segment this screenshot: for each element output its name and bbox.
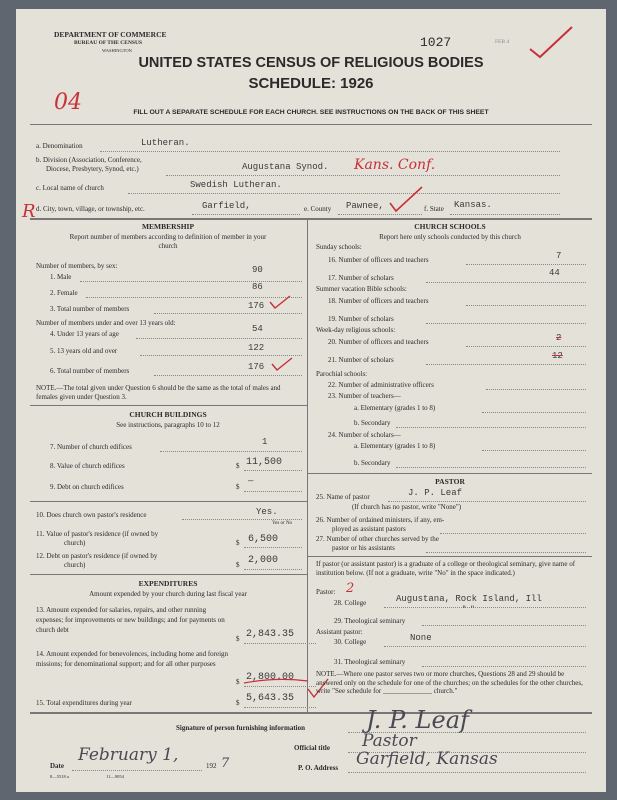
buildings-subtitle: See instructions, paragraphs 10 to 12: [116, 421, 220, 429]
state-value: Kansas.: [454, 200, 492, 210]
q15-label: 15. Total expenditures during year: [36, 699, 132, 707]
q6-label: 6. Total number of members: [50, 367, 130, 375]
q5-label: 5. 13 years old and over: [50, 347, 118, 355]
buildings-title: CHURCH BUILDINGS: [129, 410, 207, 419]
q20-label: 20. Number of officers and teachers: [328, 338, 429, 346]
census-schedule-sheet: DEPARTMENT OF COMMERCE BUREAU OF THE CENSUS WASHINGTON 1027 FEB 4 UNITED STATES CENSUS OF RELIGIOUS BODIES SCHEDULE: 1926 04 FILL OUT A SEPARATE SCHEDULE FOR EACH CHURCH. SEE INSTRUCTIONS ON THE BACK OF THIS SHEET a. Denomination Lutheran. b. Division (Association, Conference, Diocese, Presbytery, Synod, etc.) Augustana Synod. Kans. Conf. c. Local name of church Swedish Lutheran. R d. City, town, village, or township, etc. Garfield, e. County Pawnee, f. State Kansas. MEMBERSHIP Report number of members according to definition of member in your church Number of members, by sex: 1. Male 90 2. Female 86 3. Total number of members 176 Number of members under and over 13 years old: 4. Under 13 years of age 54 5. 13 years old and over 122 6. Total number of members 176 NOTE.—The total given under Question 6 should be the same as the total of males and females given under Question 3. CHURCH BUILDINGS See instructions, paragraphs 10 to 12 7. Number of church edifices 1 8. Value of church edifices $ 11,500 9. Debt on church edifices $ — 10. Does church own pastor's residence Yes. Yes or No 11. Value of pastor's residence (if owned by church) $ 6,500 12. Debt on pastor's residence (if owned by church) $ 2,000 EXPENDITURES Amount expended by your church during last fiscal year 13. Amount expended for salaries, repairs, and other running expenses; for improvements or new buildings; and for payments on church debt $ 2,843.35 14. Amount expended for benevolences, including home and foreign missions; for denominational support; and for all other purposes $ 2,800.00 15. Total expenditures during year $ 5,643.35 CHURCH SCHOOLS Report here only schools conducted by this church Sunday schools: 16. Number of officers and teachers 7 17. Number of scholars 44 Summer vacation Bible schools: 18. Number of officers and teachers 19. Number of scholars Week-day religious schools: 20. Number of officers and teachers 2 21. Number of scholars 12 Parochial schools: 22. Number of administrative officers 23. Number of teachers— a. Elementary (grades 1 to 8) b. Secondary 24. Number of scholars— a. Elementary (grades 1 to 8) b. Secondary PASTOR 25. Name of pastor J. P. Leaf (If church has no pastor, write "None") 26. Number of ordained ministers, if any, em- ployed as assistant pastors 27. Number of other churches served by the pastor or his assistants If pastor (or assistant pastor) is a graduate of a college or theological seminary, give name of institution below. (If not a graduate, write "No" in the space indicated.) Pastor: 2 28. College Augustana, Rock Island, Ill 29. Theological seminary " " Assistant pastor: 30. College None 31. Theological seminary NOTE.—Where one pastor serves two or more churches, Questions 28 and 29 should be answered only on the schedule for one of the churches; on the schedules for the other churches, write "See schedule for ______________ church." Signature of person furnishing information J. P. Leaf Official title Pastor Date February 1, 192 7 8—5518 a 11—9054 P. O. Address Garfield, Kansas: [16, 9, 606, 792]
q12-label: 12. Debt on pastor's residence (if owned by: [36, 552, 158, 560]
q3-label: 3. Total number of members: [50, 305, 130, 313]
parochial-label: Parochial schools:: [316, 370, 368, 378]
county-label: e. County: [304, 205, 332, 213]
sunday-label: Sunday schools:: [316, 243, 362, 251]
header-divider: [30, 124, 592, 125]
column-divider: [307, 219, 308, 712]
division-value: Augustana Synod.: [242, 162, 329, 172]
q17-value: 44: [549, 268, 560, 278]
q28-value: Augustana, Rock Island, Ill: [396, 594, 542, 604]
q23b-label: b. Secondary: [354, 419, 391, 427]
weekday-label: Week-day religious schools:: [316, 326, 396, 334]
q25-hint: (If church has no pastor, write "None"): [352, 503, 462, 511]
expenditures-subtitle: Amount expended by your church during last fiscal year: [89, 590, 247, 598]
date-label: Date: [50, 762, 64, 770]
q25-label: 25. Name of pastor: [316, 493, 370, 501]
form-number-2: 11—9054: [106, 774, 124, 779]
q17-label: 17. Number of scholars: [328, 274, 394, 282]
pastor-note: NOTE.—Where one pastor serves two or more churches, Questions 28 and 29 should be answered only on the schedule for one of the churches; on the schedules for the other churches, write "See schedule for ______________ church.": [316, 670, 583, 695]
q6-value: 176: [248, 362, 265, 372]
q23-label: 23. Number of teachers—: [328, 392, 401, 400]
q10-value: Yes.: [256, 507, 278, 517]
city-label-field: d. City, town, village, or township, etc.: [36, 205, 145, 213]
q30-label: 30. College: [334, 638, 367, 646]
q11-label: 11. Value of pastor's residence (if owned by: [36, 530, 159, 538]
q18-label: 18. Number of officers and teachers: [328, 297, 429, 305]
form-title: UNITED STATES CENSUS OF RELIGIOUS BODIES: [138, 55, 484, 71]
q1-label: 1. Male: [50, 273, 72, 281]
q7-label: 7. Number of church edifices: [50, 443, 132, 451]
instructions-line: FILL OUT A SEPARATE SCHEDULE FOR EACH CHURCH. SEE INSTRUCTIONS ON THE BACK OF THIS SHEET: [133, 109, 489, 116]
graduate-note: If pastor (or assistant pastor) is a graduate of a college or theological seminary, give name of institution below. (If not a graduate, write "No" in the space indicated.): [316, 560, 576, 577]
vacation-label: Summer vacation Bible schools:: [316, 285, 407, 293]
official-title-value: Pastor: [362, 731, 417, 751]
signature-label: Signature of person furnishing information: [176, 724, 305, 732]
check-mark-icon: [386, 185, 426, 215]
division-handwritten: Kans. Conf.: [354, 157, 436, 173]
q29-label: 29. Theological seminary: [334, 617, 406, 625]
q16-label: 16. Number of officers and teachers: [328, 256, 429, 264]
schedule-title: SCHEDULE: 1926: [248, 75, 374, 92]
q4-value: 54: [252, 324, 263, 334]
q2-value: 86: [252, 282, 263, 292]
by-sex-label: Number of members, by sex:: [36, 262, 118, 270]
q21-label: 21. Number of scholars: [328, 356, 394, 364]
q22-label: 22. Number of administrative officers: [328, 381, 434, 389]
q25-value: J. P. Leaf: [408, 488, 463, 498]
q9-label: 9. Debt on church edifices: [50, 483, 124, 491]
church-name-label: c. Local name of church: [36, 184, 104, 192]
po-address-value: Garfield, Kansas: [356, 749, 498, 769]
received-stamp: FEB 4: [495, 39, 510, 45]
date-value: February 1,: [78, 745, 179, 765]
q14-label: 14. Amount expended for benevolences, including home and foreign missions; for denominational support; and for all other purposes: [36, 650, 229, 668]
q8-value: 11,500: [246, 457, 283, 468]
expenditures-title: EXPENDITURES: [138, 579, 198, 588]
q10-hint: Yes or No: [272, 521, 293, 526]
q26-label: 26. Number of ordained ministers, if any, em-: [316, 516, 445, 524]
po-address-label: P. O. Address: [298, 764, 339, 772]
membership-intro: Report number of members according to definition of member in your church: [69, 233, 267, 250]
q28-label: 28. College: [334, 599, 367, 607]
schedule-number: 1027: [420, 35, 452, 50]
city-value: Garfield,: [202, 201, 251, 211]
q12-value: 2,000: [248, 555, 279, 566]
q27-label: 27. Number of other churches served by the: [316, 535, 439, 543]
department-label: DEPARTMENT OF COMMERCE: [54, 30, 167, 39]
city-label: WASHINGTON: [102, 48, 132, 53]
year-value: 7: [221, 756, 230, 771]
pastor-title: PASTOR: [435, 477, 465, 486]
division-label: b. Division (Association, Conference,: [36, 156, 142, 164]
q3-value: 176: [248, 301, 265, 311]
q14-value: 2,800.00: [246, 672, 295, 683]
q20-value: 2: [556, 333, 562, 343]
q11-value: 6,500: [248, 534, 279, 545]
schools-title: CHURCH SCHOOLS: [414, 222, 486, 231]
red-underline-mark: [242, 672, 310, 689]
q19-label: 19. Number of scholars: [328, 315, 394, 323]
q31-label: 31. Theological seminary: [334, 658, 406, 666]
q8-label: 8. Value of church edifices: [50, 462, 125, 470]
membership-title: MEMBERSHIP: [141, 222, 195, 231]
q13-value: 2,843.35: [246, 629, 295, 640]
pastor-red-mark: 2: [346, 581, 355, 596]
denomination-value: Lutheran.: [141, 138, 190, 148]
q4-label: 4. Under 13 years of age: [50, 330, 119, 338]
age-intro-label: Number of members under and over 13 years old:: [36, 319, 176, 327]
pastor-sub-label: Pastor:: [316, 588, 336, 596]
state-label: f. State: [424, 205, 444, 213]
check-mark-icon: [268, 294, 292, 310]
red-r-mark: R: [22, 201, 36, 222]
q29-value: " ": [462, 606, 475, 614]
membership-note: NOTE.—The total given under Question 6 should be the same as the total of males and females given under Question 3.: [36, 384, 281, 401]
red-code-mark: 04: [54, 90, 82, 115]
schools-intro: Report here only schools conducted by this church: [379, 233, 521, 241]
q7-value: 1: [262, 437, 268, 447]
check-mark-icon: [270, 356, 294, 372]
year-prefix: 192: [206, 762, 217, 770]
q23a-label: a. Elementary (grades 1 to 8): [354, 404, 436, 412]
bureau-label: BUREAU OF THE CENSUS: [74, 40, 143, 46]
form-number: 8—5518 a: [50, 774, 69, 779]
church-name-value: Swedish Lutheran.: [190, 180, 282, 190]
q13-label: 13. Amount expended for salaries, repairs, and other running expenses; for improvements or new buildings; and for payments on church debt: [36, 606, 225, 634]
q9-value: —: [248, 476, 254, 486]
signature-value: J. P. Leaf: [366, 706, 469, 734]
q21-value: 12: [552, 351, 563, 361]
q2-label: 2. Female: [50, 289, 78, 297]
q24-label: 24. Number of scholars—: [328, 431, 401, 439]
q24a-label: a. Elementary (grades 1 to 8): [354, 442, 436, 450]
q30-value: None: [410, 633, 432, 643]
q16-value: 7: [556, 251, 562, 261]
official-title-label: Official title: [294, 744, 330, 752]
q24b-label: b. Secondary: [354, 459, 391, 467]
q15-value: 5,643.35: [246, 693, 295, 704]
q5-value: 122: [248, 343, 265, 353]
county-value: Pawnee,: [346, 201, 384, 211]
q1-value: 90: [252, 265, 263, 275]
q10-label: 10. Does church own pastor's residence: [36, 511, 147, 519]
assistant-pastor-label: Assistant pastor:: [316, 628, 363, 636]
denomination-label: a. Denomination: [36, 142, 83, 150]
